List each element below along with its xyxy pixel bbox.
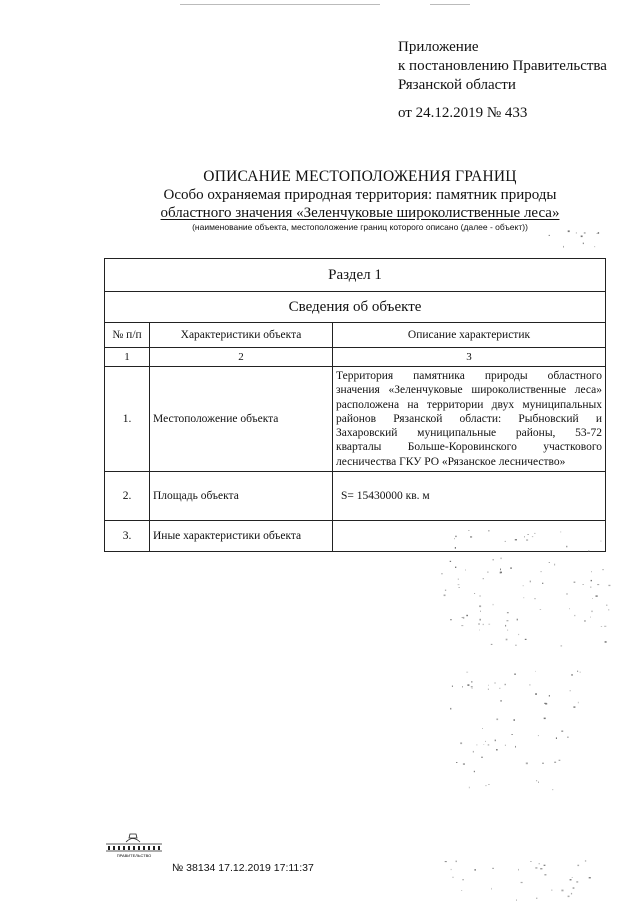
noise-dot (573, 887, 575, 889)
noise-dot (523, 597, 524, 598)
noise-dot (483, 744, 484, 745)
noise-dot (581, 236, 583, 238)
noise-dot (488, 744, 490, 745)
header-cell-characteristic: Характеристики объекта (150, 323, 333, 348)
noise-dot (495, 740, 496, 742)
noise-dot (572, 877, 573, 878)
noise-dot (538, 735, 539, 736)
noise-dot (458, 579, 459, 580)
noise-dot (591, 611, 592, 613)
noise-dot (583, 243, 584, 245)
noise-dot (480, 611, 481, 612)
noise-dot (485, 785, 486, 786)
noise-dot (594, 246, 595, 247)
noise-dot (583, 584, 584, 585)
object-caption: (наименование объекта, местоположение границ которого описано (далее - объект)) (192, 222, 528, 232)
noise-dot (542, 763, 544, 764)
scan-edge-line (180, 4, 380, 5)
noise-dot (474, 771, 475, 772)
noise-dot (460, 742, 462, 744)
appendix-ref-line: к постановлению Правительства (398, 58, 607, 74)
noise-dot (552, 789, 553, 790)
noise-dot (514, 719, 515, 721)
noise-dot (597, 584, 599, 585)
noise-dot (455, 567, 456, 568)
noise-dot (466, 672, 468, 673)
noise-dot (540, 609, 541, 610)
noise-dot (591, 580, 592, 581)
column-number-row (105, 348, 606, 367)
noise-dot (493, 604, 494, 605)
row-characteristic: Иные характеристики объекта (150, 521, 333, 552)
registration-number: № 38134 17.12.2019 17:11:37 (172, 862, 314, 874)
noise-dot (462, 879, 464, 880)
noise-dot (590, 587, 591, 588)
noise-dot (499, 688, 500, 689)
area-description: S= 15430000 кв. м (333, 472, 606, 521)
noise-dot (584, 620, 586, 622)
noise-dot (488, 624, 490, 625)
noise-dot (445, 590, 446, 591)
object-name: областного значения «Зеленчуковые широколиственные леса» (160, 205, 560, 221)
table-header-row (105, 323, 606, 348)
noise-dot (563, 246, 564, 248)
noise-dot (493, 868, 494, 869)
noise-dot (478, 624, 480, 625)
noise-dot (483, 578, 484, 579)
noise-dot (494, 683, 496, 684)
noise-dot (561, 890, 563, 892)
noise-dot (580, 672, 581, 673)
noise-dot (535, 598, 536, 599)
noise-dot (507, 612, 509, 613)
noise-dot (469, 787, 470, 789)
noise-dot (463, 617, 465, 619)
noise-dot (556, 737, 557, 739)
noise-dot (505, 684, 507, 685)
noise-dot (529, 684, 530, 685)
noise-dot (465, 570, 466, 571)
noise-dot (545, 703, 547, 704)
row-characteristic: Площадь объекта (150, 472, 333, 521)
noise-dot (525, 639, 527, 640)
noise-dot (471, 681, 473, 682)
noise-dot (496, 719, 498, 721)
noise-dot (471, 686, 473, 687)
noise-dot (530, 581, 531, 583)
noise-dot (559, 760, 561, 761)
noise-dot (526, 763, 528, 765)
noise-dot (477, 744, 478, 745)
noise-dot (585, 860, 586, 861)
noise-dot (479, 630, 480, 631)
noise-dot (488, 689, 489, 690)
noise-dot (461, 890, 462, 891)
noise-dot (517, 619, 518, 621)
noise-dot (466, 615, 468, 616)
noise-dot (505, 625, 506, 627)
noise-dot (496, 749, 498, 751)
noise-dot (441, 573, 443, 574)
noise-dot (573, 706, 575, 707)
description-line: кварталы Больше-Коровинского участкового (336, 441, 602, 454)
column-number: 1 (105, 348, 150, 367)
noise-dot (463, 764, 465, 765)
title-block (100, 168, 620, 233)
noise-dot (544, 718, 546, 720)
row-number: 3. (105, 521, 150, 552)
noise-dot (608, 609, 609, 610)
appendix-authority: Рязанской области (398, 77, 516, 93)
noise-dot (480, 619, 481, 621)
noise-dot (571, 674, 573, 676)
noise-dot (511, 734, 513, 735)
noise-dot (450, 561, 451, 562)
noise-dot (518, 634, 519, 635)
noise-dot (505, 745, 506, 746)
section-title: Раздел 1 (105, 259, 606, 292)
noise-dot (549, 235, 550, 236)
noise-dot (458, 584, 460, 585)
noise-dot (549, 695, 550, 696)
noise-dot (472, 688, 473, 689)
noise-dot (591, 571, 592, 572)
noise-dot (536, 780, 537, 781)
noise-dot (523, 585, 524, 586)
noise-dot (604, 626, 606, 627)
section-subtitle: Сведения об объекте (105, 292, 606, 323)
noise-dot (601, 626, 602, 627)
noise-dot (539, 863, 540, 864)
noise-dot (570, 879, 572, 880)
table-row (105, 521, 606, 552)
column-number: 2 (150, 348, 333, 367)
noise-dot (577, 671, 578, 672)
noise-dot (544, 865, 546, 866)
noise-dot (554, 564, 555, 566)
noise-dot (568, 896, 570, 898)
noise-dot (602, 569, 603, 570)
noise-dot (456, 861, 457, 863)
noise-dot (461, 625, 463, 626)
noise-dot (577, 865, 579, 866)
noise-dot (481, 757, 483, 758)
noise-dot (485, 741, 486, 742)
noise-dot (487, 571, 488, 573)
noise-dot (480, 596, 481, 597)
noise-dot (542, 583, 543, 584)
noise-dot (574, 582, 576, 584)
description-line: Захаровский муниципальные районы, 53-72 (336, 427, 602, 440)
row-number: 1. (105, 367, 150, 472)
noise-dot (544, 874, 546, 876)
noise-dot (507, 620, 509, 621)
noise-dot (501, 700, 502, 702)
noise-dot (538, 782, 539, 784)
noise-dot (510, 568, 512, 569)
noise-dot (567, 737, 568, 739)
noise-dot (596, 595, 598, 596)
noise-dot (549, 562, 550, 563)
noise-dot (452, 686, 453, 687)
noise-dot (535, 868, 537, 869)
scan-edge-line (430, 4, 470, 5)
noise-dot (467, 684, 469, 686)
noise-dot (462, 686, 463, 688)
noise-dot (479, 605, 481, 607)
noise-dot (576, 882, 578, 883)
document-subtitle: Особо охраняемая природная территория: памятник природы (163, 187, 557, 203)
noise-dot (500, 572, 501, 574)
other-description (333, 521, 606, 552)
appendix-label: Приложение (398, 39, 479, 55)
noise-dot (608, 585, 610, 586)
noise-dot (475, 869, 476, 871)
noise-dot (605, 641, 607, 643)
noise-dot (450, 619, 451, 620)
description-line: значения «Зеленчуковые широколиственные леса» (336, 384, 602, 397)
noise-dot (506, 639, 508, 641)
noise-dot (514, 674, 516, 675)
noise-dot (445, 861, 447, 862)
noise-dot (500, 572, 502, 574)
noise-dot (590, 617, 591, 618)
noise-dot (488, 685, 489, 686)
noise-dot (491, 644, 493, 645)
noise-dot (561, 731, 563, 732)
document-title: ОПИСАНИЕ МЕСТОПОЛОЖЕНИЯ ГРАНИЦ (203, 168, 517, 185)
noise-dot (500, 569, 501, 571)
noise-dot (521, 882, 523, 883)
noise-dot (453, 877, 454, 878)
header-cell-description: Описание характеристик (333, 323, 606, 348)
noise-dot (574, 615, 575, 616)
noise-dot (570, 690, 571, 691)
noise-dot (482, 728, 483, 729)
noise-dot (569, 608, 570, 609)
noise-dot (491, 888, 492, 890)
object-info-table (104, 258, 606, 552)
noise-dot (544, 703, 546, 704)
noise-dot (493, 559, 494, 560)
stamp-text: ПРАВИТЕЛЬСТВО (116, 853, 152, 858)
government-stamp (104, 832, 164, 860)
noise-dot (501, 558, 502, 560)
noise-dot (537, 898, 538, 899)
noise-dot (515, 746, 516, 748)
noise-dot (606, 605, 607, 606)
row-characteristic: Местоположение объекта (150, 367, 333, 472)
table-row (105, 367, 606, 472)
column-number: 3 (333, 348, 606, 367)
noise-dot (516, 645, 517, 646)
description-line: районов Рязанской области: Рыбновский и (336, 412, 602, 425)
noise-dot (507, 630, 508, 631)
noise-dot (578, 702, 579, 704)
noise-dot (450, 708, 451, 710)
noise-dot (589, 877, 591, 878)
noise-dot (554, 762, 556, 763)
description-line: Территория памятника природы областного (336, 370, 602, 382)
description-line: лесничества ГКУ РО «Рязанское лесничество» (336, 455, 566, 468)
noise-dot (518, 869, 519, 871)
noise-dot (535, 693, 537, 695)
noise-dot (488, 784, 490, 785)
appendix-date-number: от 24.12.2019 № 433 (398, 105, 528, 121)
noise-dot (444, 595, 446, 597)
noise-dot (571, 893, 572, 895)
noise-dot (459, 587, 460, 588)
noise-dot (483, 624, 484, 625)
header-cell-number: № п/п (105, 323, 150, 348)
noise-dot (530, 861, 532, 862)
noise-dot (566, 593, 567, 594)
row-number: 2. (105, 472, 150, 521)
noise-dot (462, 617, 464, 618)
location-description (333, 367, 606, 472)
noise-dot (540, 571, 542, 572)
table-row (105, 472, 606, 521)
appendix-block (398, 38, 607, 123)
noise-dot (474, 593, 475, 594)
noise-dot (473, 751, 474, 753)
noise-dot (561, 645, 563, 646)
noise-dot (451, 869, 452, 870)
noise-dot (456, 762, 457, 763)
description-line: расположена на территории двух муниципальных (336, 398, 602, 411)
noise-dot (516, 900, 517, 901)
noise-dot (551, 890, 552, 891)
noise-dot (535, 671, 536, 672)
noise-dot (592, 598, 593, 599)
noise-dot (540, 868, 542, 869)
noise-dot (597, 233, 598, 234)
